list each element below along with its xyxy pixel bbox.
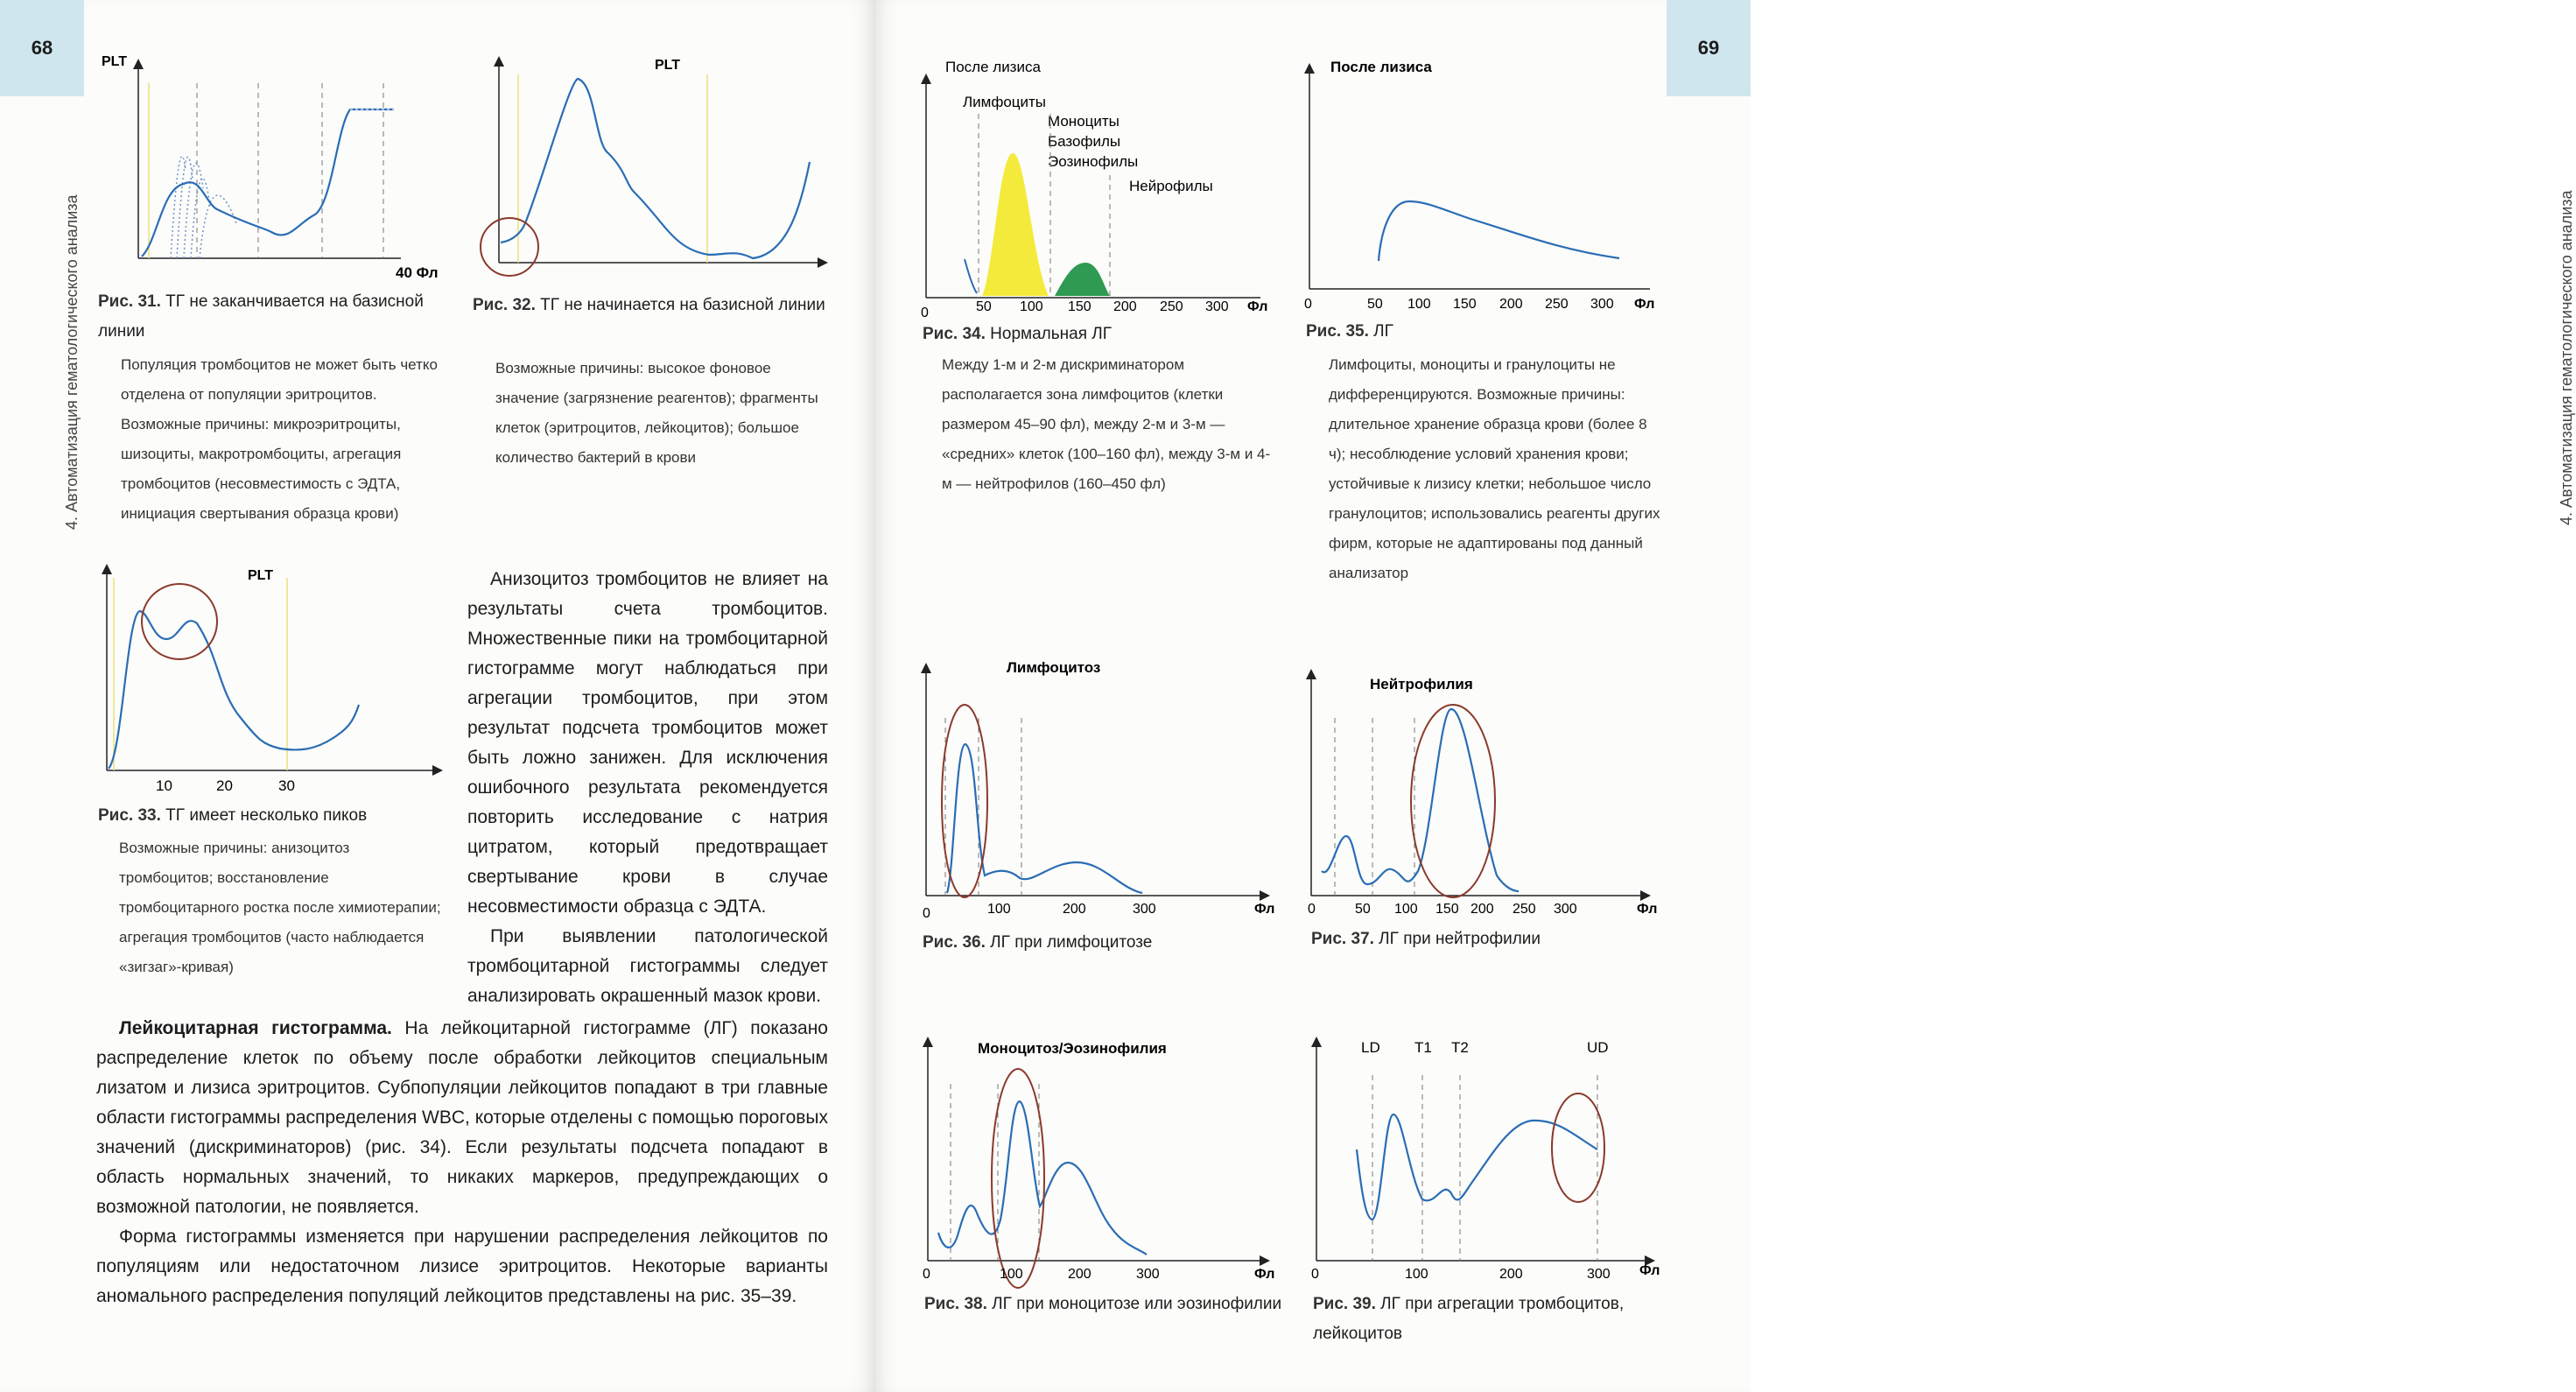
fig37-tick-300: 300 — [1554, 902, 1577, 917]
fig39-label-ld: LD — [1361, 1039, 1380, 1056]
fig35-caption — [1306, 317, 1639, 347]
figure-31 — [102, 48, 439, 285]
fig38-caption-number: Рис. 38. — [924, 1295, 987, 1313]
body-column — [467, 565, 828, 1011]
right-page — [875, 0, 2575, 1392]
left-page — [0, 0, 875, 1392]
fig38-title: Моноцитоз/Эозинофилия — [978, 1040, 1167, 1057]
fig32-caption-text: ТГ не начинается на базисной линии — [540, 296, 825, 314]
body-paragraph-3: На лейкоцитарной гистограмме (ЛГ) показано распределение клеток по объему после обработки лейкоцитов специальным лизатом и лизиса эритроцитов. Субпопуляции лейкоцитов попадают в три главные области гистограммы распределения WBC, которые отделены с помощью пороговых значений (дискриминаторов) (рис. 34). Если результаты подсчета попадают в область нормальных значений, то никаких маркеров, предупреждающих о возможной патологии, не появляется. — [96, 1018, 828, 1217]
fig34-caption — [923, 320, 1273, 349]
running-title-left: 4. Автоматизация гематологического анализа — [63, 194, 81, 530]
fig39-caption-number: Рис. 39. — [1313, 1295, 1376, 1313]
fig32-caption — [473, 291, 840, 320]
figure-33 — [96, 560, 446, 794]
fig38-tick-100: 100 — [1000, 1267, 1023, 1282]
fig37-tick-0: 0 — [1308, 902, 1316, 917]
fig37-tick-50: 50 — [1355, 902, 1371, 917]
fig31-note: Популяция тромбоцитов не может быть четко отделена от популяции эритроцитов. Возможные причины: микроэритроциты, шизоциты, макротромбоциты, агрегация тромбоцитов (несовместимость с ЭДТА, инициация свертывания образца крови) — [121, 356, 438, 522]
figure-39 — [1295, 1031, 1663, 1294]
fig38-caption-text: ЛГ при моноцитозе или эозинофилии — [992, 1295, 1282, 1313]
figure-35 — [1295, 53, 1663, 315]
section-heading: Лейкоцитарная гистограмма. — [119, 1018, 392, 1038]
fig36-tick-200: 200 — [1063, 902, 1086, 917]
fig32-y-label: PLT — [655, 58, 681, 73]
fig39-label-t2: T2 — [1451, 1039, 1469, 1056]
running-title-right: 4. Автоматизация гематологического анализа — [2558, 190, 2575, 525]
fig36-tick-100: 100 — [987, 902, 1011, 917]
fig31-x-label: 40 Фл — [396, 264, 439, 281]
fig33-caption — [98, 801, 422, 831]
fig35-tick-0: 0 — [1304, 297, 1312, 312]
fig38-tick-0: 0 — [923, 1267, 930, 1282]
fig35-tick-200: 200 — [1499, 297, 1523, 312]
fig36-caption-text: ЛГ при лимфоцитозе — [990, 933, 1153, 952]
fig35-title: После лизиса — [1330, 59, 1432, 75]
page-number-right: 69 — [1667, 0, 1751, 96]
fig33-tick-10: 10 — [156, 777, 172, 794]
fig34-label-baso: Базофилы — [1048, 133, 1121, 150]
fig36-caption — [923, 928, 1273, 958]
fig37-tick-150: 150 — [1435, 902, 1459, 917]
fig39-tick-unit: Фл — [1639, 1263, 1660, 1278]
fig33-histogram — [96, 560, 446, 794]
fig34-tick-50: 50 — [976, 299, 992, 314]
fig38-histogram — [910, 1031, 1278, 1294]
fig31-caption-text: ТГ не заканчивается на базисной линии — [98, 292, 424, 341]
fig36-tick-300: 300 — [1133, 902, 1156, 917]
fig39-label-t1: T1 — [1414, 1039, 1432, 1056]
fig37-histogram — [1295, 665, 1663, 928]
fig36-caption-number: Рис. 36. — [923, 933, 986, 952]
body-paragraph-1: Анизоцитоз тромбоцитов не влияет на результаты счета тромбоцитов. Множественные пики на тромбоцитарной гистограмме могут наблюдаться при агрегации тромбоцитов, при этом результат подсчета тромбоцитов может быть ложно занижен. Для исключения ошибочного результата рекомендуется повторить исследование с натрия цитратом, который предотвращает свертывание крови в случае несовместимости образца с ЭДТА. — [467, 569, 828, 917]
fig33-tick-30: 30 — [278, 777, 295, 794]
fig39-tick-0: 0 — [1311, 1267, 1319, 1282]
fig35-histogram — [1295, 53, 1663, 315]
figure-34 — [910, 53, 1278, 320]
page-number-left: 68 — [0, 0, 84, 96]
fig35-note: Лимфоциты, моноциты и гранулоциты не дифференцируются. Возможные причины: длительное хранение образца крови (более 8 ч); несоблюдение условий хранения крови; устойчивые к лизису клетки; небольшое число гранулоцитов; использовались реагенты других фирм, которые не адаптированы под данный анализатор — [1329, 356, 1660, 581]
fig34-tick-300: 300 — [1205, 299, 1229, 314]
fig34-histogram — [910, 53, 1278, 320]
fig33-caption-text: ТГ имеет несколько пиков — [165, 806, 368, 825]
fig39-caption-text: ЛГ при агрегации тромбоцитов, лейкоцитов — [1313, 1295, 1625, 1343]
fig35-caption-number: Рис. 35. — [1306, 322, 1369, 341]
fig34-note: Между 1-м и 2-м дискриминатором располагается зона лимфоцитов (клетки размером 45–90 фл), между 2-м и 3-м — «средних» клеток (100–160 фл), между 3-м и 4-м — нейтрофилов (160–450 фл) — [942, 356, 1271, 492]
fig34-tick-0: 0 — [921, 306, 929, 320]
body-paragraph-2: При выявлении патологической тромбоцитарной гистограммы следует анализировать окрашенный мазок крови. — [467, 926, 828, 1006]
fig35-tick-150: 150 — [1453, 297, 1477, 312]
fig35-tick-unit: Фл — [1634, 297, 1655, 312]
fig31-caption — [98, 287, 448, 347]
fig34-label-lymph: Лимфоциты — [963, 94, 1047, 110]
fig35-tick-300: 300 — [1590, 297, 1614, 312]
fig31-y-label: PLT — [102, 54, 128, 69]
fig34-caption-text: Нормальная ЛГ — [990, 325, 1113, 343]
fig33-y-label: PLT — [248, 568, 274, 583]
fig37-caption — [1311, 924, 1644, 954]
fig36-title: Лимфоцитоз — [1007, 659, 1101, 676]
fig35-caption-text: ЛГ — [1373, 322, 1393, 341]
fig36-histogram — [910, 652, 1278, 928]
body-paragraph-4: Форма гистограммы изменяется при нарушении распределения лейкоцитов по популяциям или недостаточном лизисе эритроцитов. Некоторые варианты аномального распределения популяций лейкоцитов представлены на рис. 35–39. — [96, 1227, 828, 1306]
fig38-tick-300: 300 — [1136, 1267, 1160, 1282]
fig34-tick-100: 100 — [1020, 299, 1043, 314]
fig32-caption-number: Рис. 32. — [473, 296, 536, 314]
fig31-caption-number: Рис. 31. — [98, 292, 161, 311]
body-full-width — [96, 1014, 828, 1311]
fig37-tick-100: 100 — [1394, 902, 1418, 917]
fig31-histogram — [102, 48, 439, 285]
figure-32 — [473, 48, 840, 285]
figure-38 — [910, 1031, 1278, 1294]
fig39-histogram — [1295, 1031, 1663, 1294]
fig38-tick-unit: Фл — [1254, 1267, 1275, 1282]
fig37-tick-unit: Фл — [1637, 902, 1658, 917]
fig39-label-ud: UD — [1587, 1039, 1609, 1056]
fig34-label-eos: Эозинофилы — [1048, 153, 1139, 170]
fig37-caption-text: ЛГ при нейтрофилии — [1379, 930, 1541, 948]
fig35-tick-50: 50 — [1367, 297, 1383, 312]
fig34-tick-200: 200 — [1113, 299, 1137, 314]
fig36-tick-unit: Фл — [1254, 902, 1275, 917]
fig34-label-neut: Нейрофилы — [1129, 178, 1213, 194]
fig34-title: После лизиса — [945, 59, 1041, 75]
fig37-tick-200: 200 — [1470, 902, 1494, 917]
fig38-caption — [924, 1290, 1301, 1319]
fig36-tick-0: 0 — [923, 906, 930, 921]
fig32-histogram — [473, 48, 840, 285]
fig37-caption-number: Рис. 37. — [1311, 930, 1374, 948]
fig33-note: Возможные причины: анизоцитоз тромбоцитов; восстановление тромбоцитарного ростка после химиотерапии; агрегация тромбоцитов (часто наблюдается «зигзаг»-кривая) — [119, 840, 441, 975]
fig37-tick-250: 250 — [1513, 902, 1536, 917]
figure-37 — [1295, 665, 1663, 928]
fig33-caption-number: Рис. 33. — [98, 806, 161, 825]
fig34-caption-number: Рис. 34. — [923, 325, 986, 343]
fig39-tick-200: 200 — [1499, 1267, 1523, 1282]
fig37-title: Нейтрофилия — [1370, 676, 1473, 692]
fig34-tick-150: 150 — [1068, 299, 1091, 314]
fig35-tick-250: 250 — [1545, 297, 1569, 312]
fig32-note: Возможные причины: высокое фоновое значение (загрязнение реагентов); фрагменты клеток (эритроцитов, лейкоцитов); большое количество бактерий в крови — [495, 360, 818, 466]
figure-36 — [910, 652, 1278, 928]
fig33-tick-20: 20 — [216, 777, 233, 794]
fig39-tick-300: 300 — [1587, 1267, 1611, 1282]
fig39-tick-100: 100 — [1405, 1267, 1428, 1282]
fig38-tick-200: 200 — [1068, 1267, 1091, 1282]
fig34-tick-250: 250 — [1160, 299, 1183, 314]
fig34-tick-unit: Фл — [1247, 299, 1268, 314]
fig34-label-mono: Моноциты — [1048, 113, 1120, 130]
fig35-tick-100: 100 — [1407, 297, 1431, 312]
fig39-caption — [1313, 1290, 1681, 1349]
